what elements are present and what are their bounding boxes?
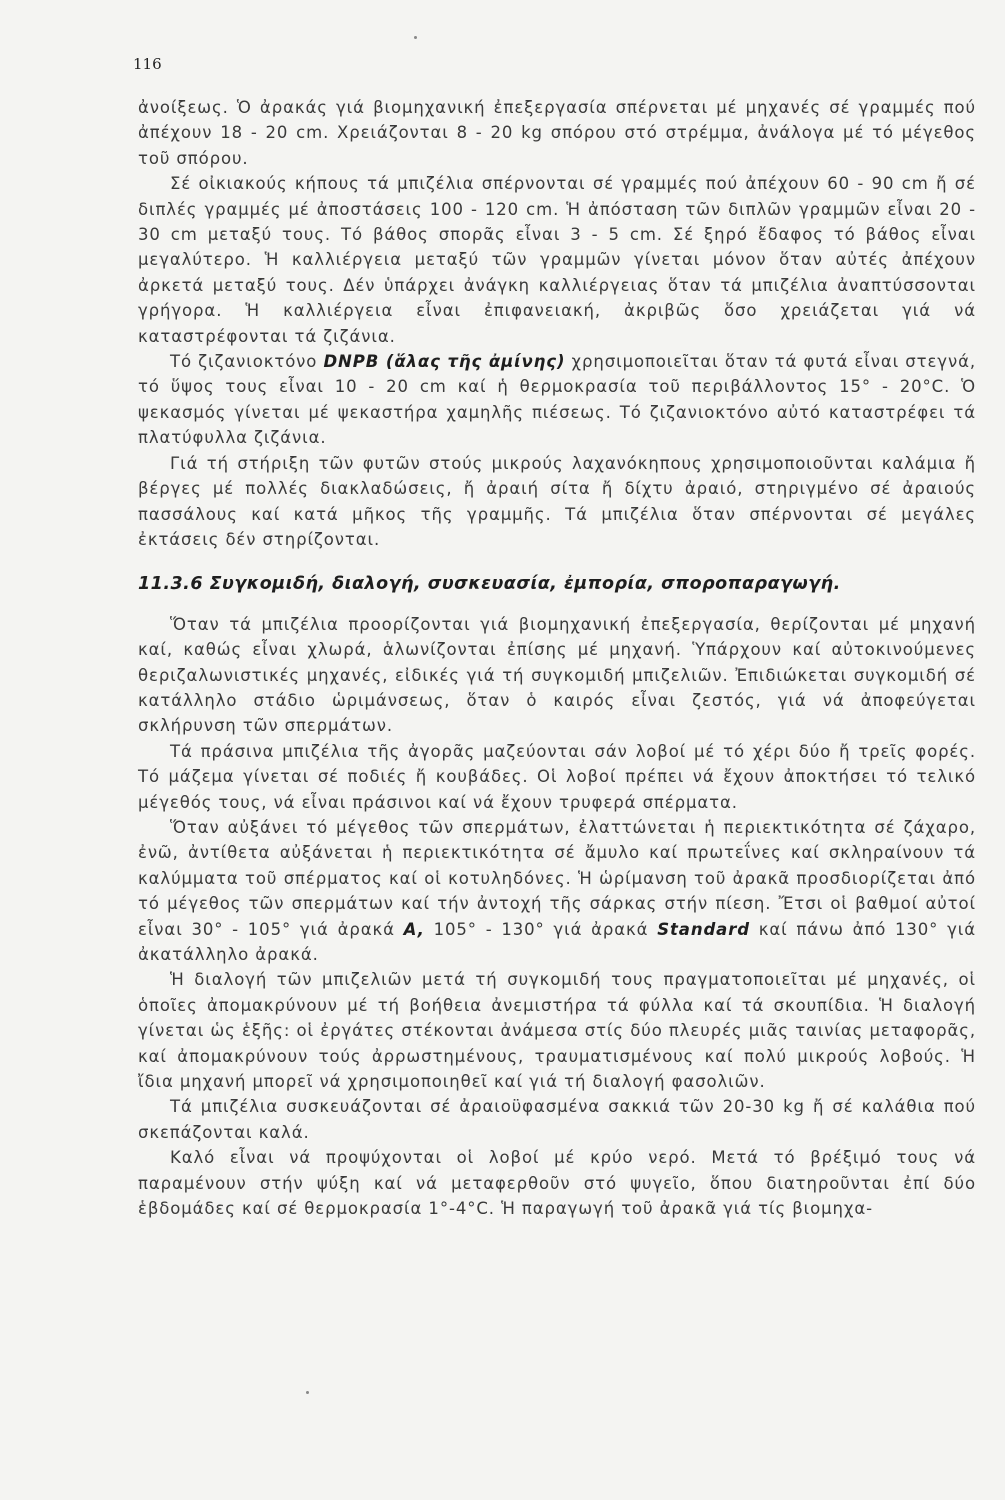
paragraph <box>138 349 976 451</box>
text-run: καί πάνω ἀπό 130° γιά ἀκατάλληλο ἀρακά. <box>138 919 976 964</box>
paragraph <box>138 95 976 171</box>
section-heading <box>138 572 976 597</box>
emphasis-text: A, <box>403 919 425 939</box>
paragraph <box>138 739 976 815</box>
text-run: 11.3.6 Συγκομιδή, διαλογή, συσκευασία, ἐμπορία, σποροπαραγωγή. <box>138 574 841 595</box>
text-run: Ὅταν τά μπιζέλια προορίζονται γιά βιομηχανική ἐπεξεργασία, θερίζονται μέ μηχανή καί, καθώς εἶναι χλωρά, ἁλωνίζονται ἐπίσης μέ μηχανή. Ὑπάρχουν καί αὐτοκινούμενες θεριζαλωνιστικές μηχανές, εἰδικές γιά τή συγκομιδή μπιζελιῶν. Ἐπιδιώκεται συγκομιδή σέ κατάλληλο στάδιο ὡριμάνσεως, ὅταν ὁ καιρός εἶναι ζεστός, γιά νά ἀποφεύγεται σκλήρυνση τῶν σπερμάτων. <box>138 614 976 736</box>
text-run: Γιά τή στήριξη τῶν φυτῶν στούς μικρούς λαχανόκηπους χρησιμοποιοῦνται καλάμια ἤ βέργες μέ πολλές διακλαδώσεις, ἤ ἀραιή σίτα ἤ δίχτυ ἀραιό, στηριγμένο σέ ἀραιούς πασσάλους καί κατά μῆκος τῆς γραμμῆς. Τά μπιζέλια ὅταν σπέρνονται σέ μεγάλες ἐκτάσεις δέν στηρίζονται. <box>138 453 976 549</box>
scan-speck <box>306 1391 309 1394</box>
text-run: χρησιμοποιεῖται ὅταν τά φυτά εἶναι στεγνά, τό ὕψος τους εἶναι 10 - 20 cm καί ἡ θερμοκρασία τοῦ περιβάλλοντος 15° - 20°C. Ὁ ψεκασμός γίνεται μέ ψεκαστήρα χαμηλῆς πιέσεως. Τό ζιζανιοκτόνο αὐτό καταστρέφει τά πλατύφυλλα ζιζάνια. <box>138 352 976 448</box>
scan-speck <box>414 36 417 39</box>
text-run: Σέ οἰκιακούς κήπους τά μπιζέλια σπέρνονται σέ γραμμές πού ἀπέχουν 60 - 90 cm ἤ σέ διπλές γραμμές μέ ἀποστάσεις 100 - 120 cm. Ἡ ἀπόσταση τῶν διπλῶν γραμμῶν εἶναι 20 - 30 cm μεταξύ τους. Τό βάθος σπορᾶς εἶναι 3 - 5 cm. Σέ ξηρό ἔδαφος τό βάθος εἶναι μεγαλύτερο. Ἡ καλλιέργεια μεταξύ τῶν γραμμῶν γίνεται μόνον ὅταν αὐτές ἀπέχουν ἀρκετά μεταξύ τους. Δέν ὑπάρχει ἀνάγκη καλλιέργειας ὅταν τά μπιζέλια ἀναπτύσσονται γρήγορα. Ἡ καλλιέργεια εἶναι ἐπιφανειακή, ἀκριβῶς ὅσο χρειάζεται γιά νά καταστρέφονται τά ζιζάνια. <box>138 174 976 346</box>
text-run: Καλό εἶναι νά προψύχονται οἱ λοβοί μέ κρύο νερό. Μετά τό βρέξιμό τους νά παραμένουν στήν ψύξη καί νά μεταφερθοῦν στό ψυγεῖο, ὅπου διατηροῦνται ἐπί δύο ἑβδομάδες καί σέ θερμοκρασία 1°-4°C. Ἡ παραγωγή τοῦ ἀρακᾶ γιά τίς βιομηχα- <box>138 1148 976 1219</box>
page-number: 116 <box>133 55 162 73</box>
paragraph <box>138 451 976 553</box>
emphasis-text: DNPB (ἅλας τῆς ἀμίνης) <box>323 352 566 372</box>
emphasis-text: Standard <box>657 919 750 939</box>
text-run: 105° - 130° γιά ἀρακά <box>424 919 658 939</box>
page-body-text <box>138 95 976 1221</box>
text-run: Τά μπιζέλια συσκευάζονται σέ ἀραιοϋφασμένα σακκιά τῶν 20-30 kg ἤ σέ καλάθια πού σκεπάζονται καλά. <box>138 1097 976 1142</box>
paragraph <box>138 1094 976 1145</box>
paragraph <box>138 1145 976 1221</box>
text-run: Τά πράσινα μπιζέλια τῆς ἀγορᾶς μαζεύονται σάν λοβοί μέ τό χέρι δύο ἤ τρεῖς φορές. Τό μάζεμα γίνεται σέ ποδιές ἤ κουβάδες. Οἱ λοβοί πρέπει νά ἔχουν ἀποκτήσει τό τελικό μέγεθός τους, νά εἶναι πράσινοι καί νά ἔχουν τρυφερά σπέρματα. <box>138 741 976 812</box>
text-run: Τό ζιζανιοκτόνο <box>170 352 324 372</box>
text-run: Ἡ διαλογή τῶν μπιζελιῶν μετά τή συγκομιδή τους πραγματοποιεῖται μέ μηχανές, οἱ ὁποῖες ἀπομακρύνουν μέ τή βοήθεια ἀνεμιστήρα τά φύλλα καί τά σκουπίδια. Ἡ διαλογή γίνεται ὡς ἑξῆς: οἱ ἐργάτες στέκονται ἀνάμεσα στίς δύο πλευρές μιᾶς ταινίας μεταφορᾶς, καί ἀπομακρύνουν τούς ἀρρωστημένους, τραυματισμένους καί πολύ μικρούς λοβούς. Ἡ ἴδια μηχανή μπορεῖ νά χρησιμοποιηθεῖ καί γιά τή διαλογή φασολιῶν. <box>138 970 976 1092</box>
text-run: Ὅταν αὐξάνει τό μέγεθος τῶν σπερμάτων, ἐλαττώνεται ἡ περιεκτικότητα σέ ζάχαρο, ἐνῶ, ἀντίθετα αὐξάνεται ἡ περιεκτικότητα σέ ἄμυλο καί πρωτεΐνες καί σκληραίνουν τά καλύμματα τοῦ σπέρματος καί οἱ κοτυληδόνες. Ἡ ὡρίμανση τοῦ ἀρακᾶ προσδιορίζεται ἀπό τό μέγεθος τῶν σπερμάτων καί τήν ἀντοχή τῆς σάρκας στήν πίεση. Ἔτσι οἱ βαθμοί αὐτοί εἶναι 30° - 105° γιά ἀρακά <box>138 817 976 939</box>
paragraph <box>138 815 976 967</box>
paragraph <box>138 967 976 1094</box>
paragraph <box>138 612 976 739</box>
text-run: ἀνοίξεως. Ὁ ἀρακάς γιά βιομηχανική ἐπεξεργασία σπέρνεται μέ μηχανές σέ γραμμές πού ἀπέχουν 18 - 20 cm. Χρειάζονται 8 - 20 kg σπόρου στό στρέμμα, ἀνάλογα μέ τό μέγεθος τοῦ σπόρου. <box>138 98 976 168</box>
paragraph <box>138 171 976 349</box>
